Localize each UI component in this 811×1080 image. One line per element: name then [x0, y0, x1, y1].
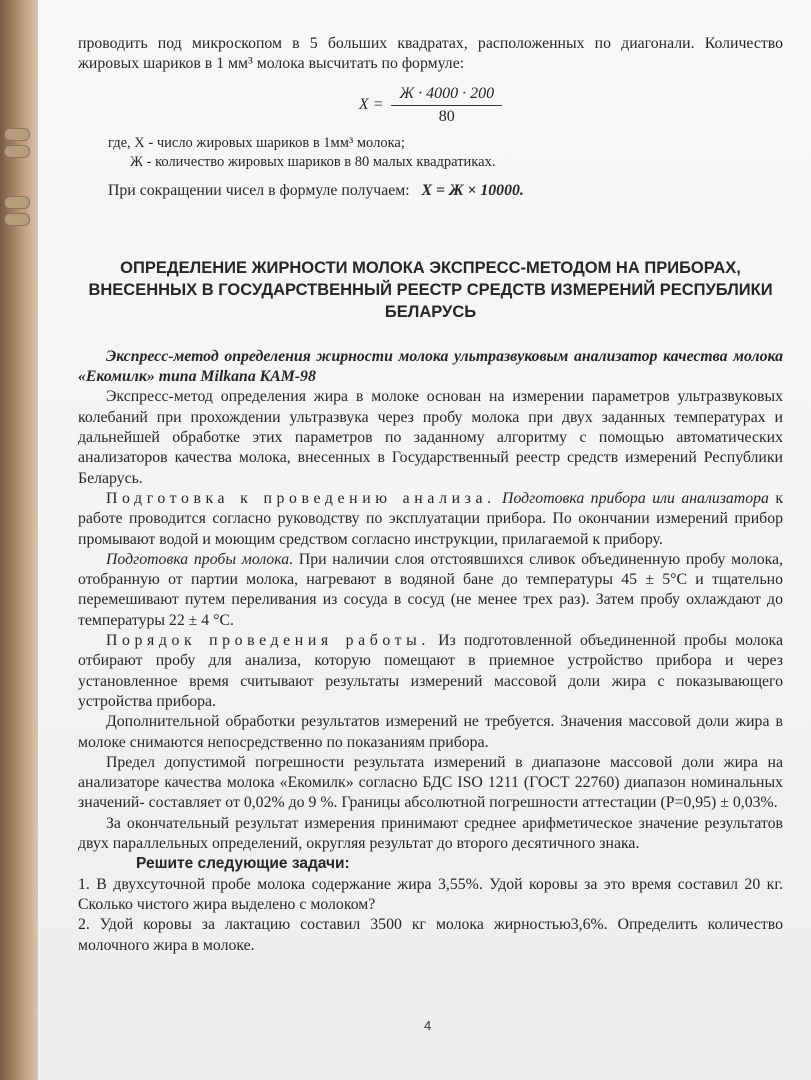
fat-globule-formula — [78, 85, 783, 126]
sample-preparation-paragraph — [78, 550, 783, 631]
sample-preparation-italic: Подготовка пробы молока. — [106, 550, 294, 568]
punch-hole — [4, 128, 30, 141]
document-page — [38, 0, 811, 1080]
method-paragraph-1: Экспресс-метод определения жира в молоке основан на измерении параметров ультразвуковых колебаний при прохождении ультразвука через пробу молока при двух заданных температурах и дальнейшей обработке этих параметров по заданному алгоритму с помощью автоматических анализаторов качества молока, внесенных в Государственный реестр средств измерений Республики Беларусь. — [78, 388, 783, 487]
formula-legend — [78, 134, 783, 172]
punch-hole — [4, 213, 30, 226]
method-subtitle: Экспресс-метод определения жирности молока ультразвуковым анализатор качества молока «Екомилк» типа Milkana KAM-98 — [78, 347, 783, 386]
final-result-paragraph: За окончательный результат измерения принимают среднее арифметическое значение результатов двух параллельных определений, округляя результат до второго десятичного знака. — [78, 814, 783, 853]
punch-hole — [4, 145, 30, 158]
task-2: 2. Удой коровы за лактацию составил 3500 кг молока жирностью3,6%. Определить количество молочного жира в молоке. — [78, 916, 783, 954]
punch-hole — [4, 196, 30, 209]
formula-fraction — [391, 85, 502, 126]
error-limit-paragraph: Предел допустимой погрешности результата измерений в диапазоне массовой доли жира на анализаторе качества молока «Екомилк» согласно БДС ISO 1211 (ГОСТ 22760) диапазон номинальных значений- составляет от 0,02% до 9 %. Границы абсолютной погрешности аттестации (P=0,95) ± 0,03%. — [78, 753, 783, 812]
formula-numerator: Ж · 4000 · 200 — [391, 85, 502, 106]
reduced-formula-text: При сокращении чисел в формуле получаем: — [108, 181, 410, 199]
legend-zh: Ж - количество жировых шариков в 80 малых квадратиках. — [130, 153, 496, 170]
formula-denominator: 80 — [438, 107, 455, 125]
procedure-text: Из подготовленной объединенной пробы молока отбирают пробу для анализа, которую помещают в приемное устройство прибора и через установленное время считывают результаты измерений массовой доли жира с показывающего устройства прибора. — [78, 632, 783, 710]
preparation-italic: Подготовка прибора или анализатора — [502, 489, 769, 507]
tasks-title: Решите следующие задачи: — [136, 855, 350, 873]
intro-paragraph: проводить под микроскопом в 5 больших квадратах, расположенных по диагонали. Количество жировых шариков в 1 мм³ молока высчитать по формуле: — [78, 35, 783, 73]
procedure-spaced-heading: Порядок проведения работы. — [106, 632, 430, 650]
reduced-formula: X = Ж × 10000. — [421, 181, 524, 199]
legend-x: где, X - число жировых шариков в 1мм³ молока; — [108, 134, 405, 151]
formula-lhs: X = — [358, 96, 384, 114]
page-content — [78, 34, 783, 956]
preparation-text: к работе проводится согласно руководству по эксплуатации прибора. По окончании измерений прибор промывают водой и моющим средством согласно инструкции, прилагаемой к прибору. — [78, 489, 783, 548]
preparation-spaced-heading: Подготовка к проведению анализа. — [106, 489, 496, 507]
section-heading: ОПРЕДЕЛЕНИЕ ЖИРНОСТИ МОЛОКА ЭКСПРЕСС-МЕТОДОМ НА ПРИБОРАХ, ВНЕСЕННЫХ В ГОСУДАРСТВЕННЫЙ РЕЕСТР СРЕДСТВ ИЗМЕРЕНИЙ РЕСПУБЛИКИ БЕЛАРУСЬ — [88, 258, 773, 321]
task-1: 1. В двухсуточной пробе молока содержание жира 3,55%. Удой коровы за это время составил 20 кг. Сколько чистого жира выделено с молоком? — [78, 875, 783, 913]
page-number: 4 — [424, 1018, 432, 1033]
preparation-paragraph — [78, 489, 783, 550]
sample-preparation-text: При наличии слоя отстоявшихся сливок объединенную пробу молока, отобранную от партии молока, нагревают в водяной бане до температуры 45 ± 5°C и тщательно перемешивают путем переливания из сосуда в сосуд (не менее трех раз). Затем пробу охлаждают до температуры 22 ± 4 °C. — [78, 550, 784, 629]
procedure-paragraph — [78, 631, 783, 712]
reduced-formula-line — [78, 181, 783, 201]
processing-paragraph: Дополнительной обработки результатов измерений не требуется. Значения массовой доли жира в молоке снимаются непосредственно по показаниям прибора. — [78, 713, 783, 751]
